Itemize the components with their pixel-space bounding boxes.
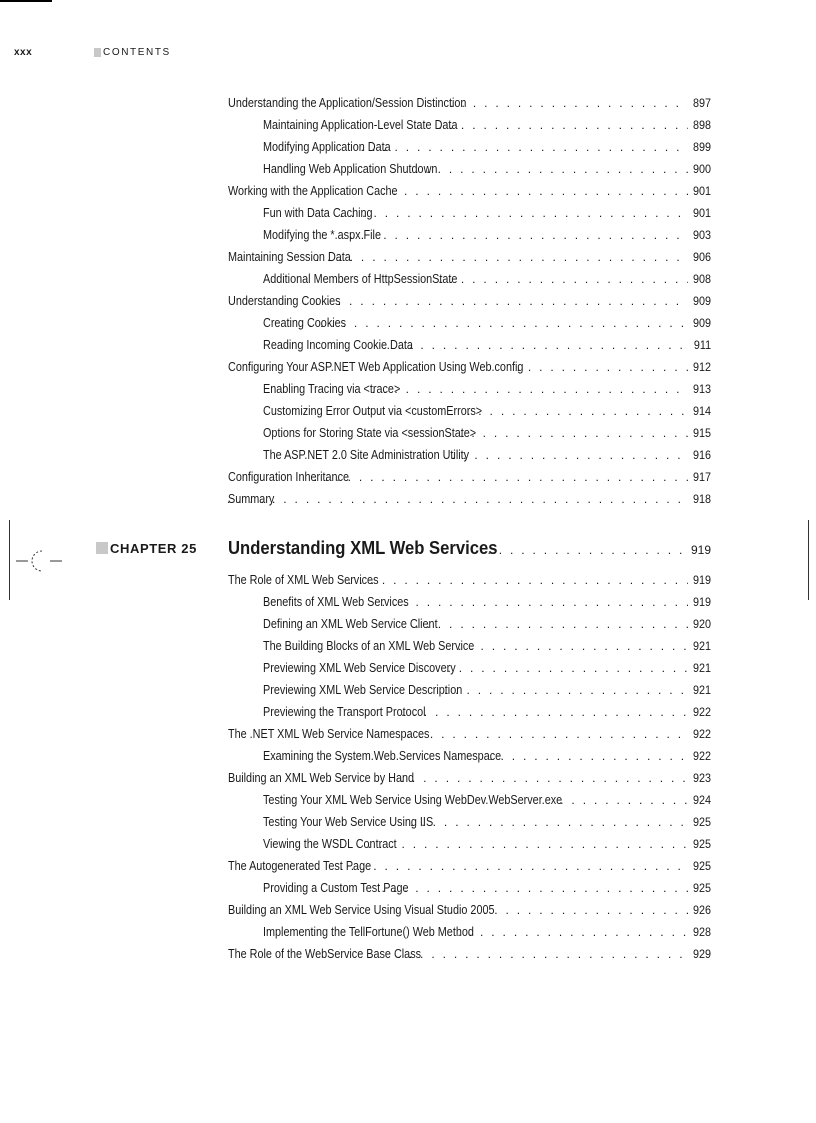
toc-entry-page: 903 <box>692 228 711 242</box>
toc-entry-title: Customizing Error Output via <customErrors> <box>263 404 483 418</box>
leader-dots <box>370 184 688 198</box>
toc-entry-page: 917 <box>692 470 711 484</box>
toc-entry-title: Creating Cookies <box>263 316 347 330</box>
leader-dots <box>387 338 689 352</box>
leader-dots <box>457 925 687 939</box>
toc-entry[interactable] <box>228 250 711 272</box>
toc-entry-title: Previewing the Transport Protocol <box>263 705 426 719</box>
toc-entry-page: 913 <box>692 382 711 396</box>
leader-dots <box>415 617 688 631</box>
leader-dots <box>316 250 688 264</box>
toc-entry[interactable] <box>228 470 711 492</box>
toc-entry-title: Summary <box>228 492 275 506</box>
toc-entry-title: Implementing the TellFortune() Web Method <box>263 925 474 939</box>
leader-dots <box>438 272 688 286</box>
toc-entry[interactable] <box>228 228 711 250</box>
toc-entry-page: 916 <box>692 448 711 462</box>
toc-entry[interactable] <box>228 859 711 881</box>
crop-mark-right <box>808 520 809 600</box>
toc-entry-page: 921 <box>692 661 711 675</box>
leader-dots <box>489 749 688 763</box>
toc-entry-title: The .NET XML Web Service Namespaces <box>228 727 430 741</box>
toc-entry[interactable] <box>228 705 711 727</box>
leader-dots <box>368 837 688 851</box>
toc-entry[interactable] <box>228 382 711 404</box>
toc-list-bottom <box>228 573 711 969</box>
leader-dots <box>381 881 688 895</box>
toc-entry-page: 909 <box>692 294 711 308</box>
toc-entry-page: 912 <box>692 360 711 374</box>
toc-entry-page: 925 <box>692 815 711 829</box>
toc-entry-page: 914 <box>692 404 711 418</box>
toc-entry-page: 922 <box>692 705 711 719</box>
toc-list-top <box>228 96 711 514</box>
toc-entry[interactable] <box>228 749 711 771</box>
toc-entry[interactable] <box>228 661 711 683</box>
toc-entry-page: 915 <box>692 426 711 440</box>
toc-entry-page: 909 <box>692 316 711 330</box>
toc-entry-page: 900 <box>692 162 711 176</box>
leader-dots <box>407 727 688 741</box>
leader-dots <box>487 543 688 557</box>
leader-dots <box>227 492 688 506</box>
toc-entry[interactable] <box>228 727 711 749</box>
toc-entry-page: 923 <box>692 771 711 785</box>
toc-entry[interactable] <box>228 595 711 617</box>
chapter-square-icon <box>96 542 108 554</box>
leader-dots <box>314 470 688 484</box>
leader-dots <box>348 573 688 587</box>
toc-entry-title: Testing Your XML Web Service Using WebDev.WebServer.exe <box>263 793 563 807</box>
leader-dots <box>452 448 688 462</box>
toc-entry-page: 906 <box>692 250 711 264</box>
toc-entry-title: Examining the System.Web.Services Namespace <box>263 749 502 763</box>
toc-entry-title: Benefits of XML Web Services <box>263 595 409 609</box>
toc-entry-title: Testing Your Web Service Using IIS <box>263 815 434 829</box>
toc-entry-title: Previewing XML Web Service Description <box>263 683 463 697</box>
toc-entry[interactable] <box>228 426 711 448</box>
toc-entry-title: Building an XML Web Service Using Visual Studio 2005 <box>228 903 495 917</box>
toc-entry[interactable] <box>228 683 711 705</box>
toc-entry[interactable] <box>228 903 711 925</box>
toc-entry-title: Defining an XML Web Service Client <box>263 617 438 631</box>
toc-entry-page: 898 <box>692 118 711 132</box>
running-head-label: CONTENTS <box>103 46 171 58</box>
toc-entry-page: 924 <box>692 793 711 807</box>
leader-dots <box>483 903 688 917</box>
leader-dots <box>467 404 688 418</box>
leader-dots <box>339 859 688 873</box>
chapter-number: CHAPTER 25 <box>110 540 197 556</box>
toc-entry-page: 926 <box>692 903 711 917</box>
leader-dots <box>372 382 688 396</box>
chapter-page-number: 919 <box>690 543 711 557</box>
chapter-title: Understanding XML Web Services <box>228 537 498 558</box>
leader-dots <box>450 96 688 110</box>
toc-entry[interactable] <box>228 272 711 294</box>
leader-dots <box>382 595 688 609</box>
toc-entry-title: Fun with Data Caching <box>263 206 373 220</box>
toc-entry-title: The Role of XML Web Services <box>228 573 379 587</box>
leader-dots <box>401 705 688 719</box>
toc-entry-page: 925 <box>692 837 711 851</box>
running-head <box>14 44 171 60</box>
toc-entry-page: 925 <box>692 881 711 895</box>
toc-entry-title: Reading Incoming Cookie Data <box>263 338 413 352</box>
toc-entry-title: Additional Members of HttpSessionState <box>263 272 458 286</box>
toc-entry-page: 920 <box>692 617 711 631</box>
crop-mark-left <box>9 520 10 600</box>
leader-dots <box>460 426 688 440</box>
toc-entry[interactable] <box>228 206 711 228</box>
toc-entry-title: Maintaining Application-Level State Data <box>263 118 458 132</box>
toc-entry[interactable] <box>228 837 711 859</box>
toc-entry[interactable] <box>228 140 711 162</box>
toc-entry-page: 901 <box>692 184 711 198</box>
toc-entry-title: Working with the Application Cache <box>228 184 398 198</box>
toc-entry-page: 918 <box>692 492 711 506</box>
toc-entry-title: The ASP.NET 2.0 Site Administration Utility <box>263 448 470 462</box>
toc-entry[interactable] <box>228 448 711 470</box>
toc-entry-page: 897 <box>692 96 711 110</box>
toc-entry-page: 922 <box>692 727 711 741</box>
top-rule <box>0 0 52 2</box>
toc-entry[interactable] <box>228 793 711 815</box>
toc-entry[interactable] <box>228 184 711 206</box>
leader-dots <box>398 947 688 961</box>
toc-entry-page: 929 <box>692 947 711 961</box>
toc-entry[interactable] <box>228 294 711 316</box>
leader-dots <box>444 683 688 697</box>
leader-dots <box>349 228 688 242</box>
chapter-label <box>96 541 228 556</box>
header-square-icon <box>94 48 101 57</box>
leader-dots <box>340 206 688 220</box>
toc-entry[interactable] <box>228 617 711 639</box>
leader-dots <box>309 316 688 330</box>
toc-entry-page: 928 <box>692 925 711 939</box>
toc-entry[interactable] <box>228 162 711 184</box>
toc-entry[interactable] <box>228 639 711 661</box>
toc-entry-title: Configuration Inheritance <box>228 470 350 484</box>
toc-entry[interactable] <box>228 338 711 360</box>
leader-dots <box>410 815 688 829</box>
toc-entry[interactable] <box>228 573 711 595</box>
toc-entry-title: Modifying the *.aspx File <box>263 228 381 242</box>
toc-entry-title: Providing a Custom Test Page <box>263 881 409 895</box>
toc-entry-page: 911 <box>693 338 711 352</box>
leader-dots <box>436 661 688 675</box>
toc-entry[interactable] <box>228 815 711 837</box>
toc-entry[interactable] <box>228 404 711 426</box>
toc-entry[interactable] <box>228 881 711 903</box>
toc-entry-title: Viewing the WSDL Contract <box>263 837 397 851</box>
toc-entry-title: Enabling Tracing via <trace> <box>263 382 401 396</box>
toc-entry[interactable] <box>228 925 711 947</box>
toc-entry[interactable] <box>228 492 711 514</box>
toc-entry-page: 919 <box>692 573 711 587</box>
toc-entry[interactable] <box>228 316 711 338</box>
toc-entry-title: Building an XML Web Service by Hand <box>228 771 415 785</box>
toc-entry-title: Understanding Cookies <box>228 294 341 308</box>
toc-entry[interactable] <box>228 947 711 969</box>
toc-entry-page: 921 <box>692 683 711 697</box>
toc-entry-page: 921 <box>692 639 711 653</box>
leader-dots <box>517 360 688 374</box>
toc-entry-page: 922 <box>692 749 711 763</box>
toc-entry-page: 901 <box>692 206 711 220</box>
toc-entry[interactable] <box>228 771 711 793</box>
toc-entry[interactable] <box>228 118 711 140</box>
toc-entry-page: 899 <box>692 140 711 154</box>
leader-dots <box>304 294 688 308</box>
leader-dots <box>415 162 688 176</box>
toc-entry-title: Understanding the Application/Session Distinction <box>228 96 467 110</box>
toc-entry-title: Previewing XML Web Service Discovery <box>263 661 456 675</box>
toc-entry-title: Configuring Your ASP.NET Web Application Using Web.config <box>228 360 524 374</box>
toc-entry-title: Options for Storing State via <sessionState> <box>263 426 477 440</box>
leader-dots <box>361 140 688 154</box>
chapter-heading[interactable] <box>96 537 711 563</box>
toc-entry-title: The Autogenerated Test Page <box>228 859 372 873</box>
toc-entry-page: 925 <box>692 859 711 873</box>
leader-dots <box>458 639 688 653</box>
toc-entry[interactable] <box>228 96 711 118</box>
toc-entry-title: Modifying Application Data <box>263 140 391 154</box>
leader-dots <box>560 793 688 807</box>
leader-dots <box>389 771 688 785</box>
registration-mark-icon <box>16 546 62 576</box>
toc-entry-page: 908 <box>692 272 711 286</box>
toc-entry-title: Handling Web Application Shutdown <box>263 162 438 176</box>
page-number: xxx <box>14 46 33 58</box>
toc-entry[interactable] <box>228 360 711 382</box>
toc-entry-title: The Building Blocks of an XML Web Service <box>263 639 475 653</box>
toc-entry-page: 919 <box>692 595 711 609</box>
toc-entry-title: The Role of the WebService Base Class <box>228 947 422 961</box>
toc-entry-title: Maintaining Session Data <box>228 250 351 264</box>
leader-dots <box>438 118 688 132</box>
